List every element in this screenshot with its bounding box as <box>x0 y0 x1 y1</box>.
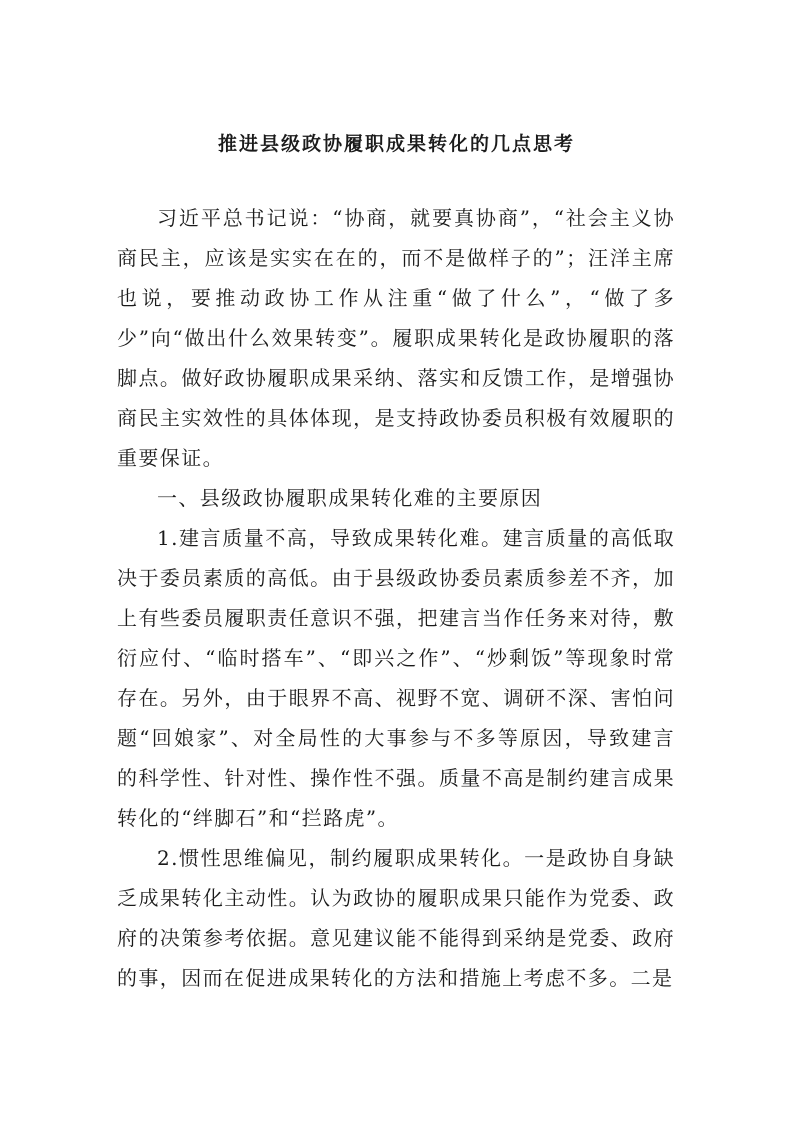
section-heading: 一、县级政协履职成果转化难的主要原因 <box>157 486 543 510</box>
document-title: 推进县级政协履职成果转化的几点思考 <box>217 133 575 155</box>
paragraph-intro: 习近平总书记说：“协商，就要真协商”，“社会主义协商民主，应该是实实在在的，而不是做样子的”；汪洋主席也说，要推动政协工作从注重“做了什么”，“做了多少”向“做出什么效果转变”。履职成果转化是政协履职的落脚点。做好政协履职成果采纳、落实和反馈工作，是增强协商民主实效性的具体体现，是支持政协委员积极有效履职的重要保证。 <box>117 206 675 470</box>
document-body <box>117 198 675 998</box>
paragraph-point-2: 2.惯性思维偏见，制约履职成果转化。一是政协自身缺乏成果转化主动性。认为政协的履职成果只能作为党委、政府的决策参考依据。意见建议能不能得到采纳是党委、政府的事，因而在促进成果转化的方法和措施上考虑不多。二是 <box>117 846 675 990</box>
paragraph-point-1: 1.建言质量不高，导致成果转化难。建言质量的高低取决于委员素质的高低。由于县级政协委员素质参差不齐，加上有些委员履职责任意识不强，把建言当作任务来对待，敷衍应付、“临时搭车”、“即兴之作”、“炒剩饭”等现象时常存在。另外，由于眼界不高、视野不宽、调研不深、害怕问题“回娘家”、对全局性的大事参与不多等原因，导致建言的科学性、针对性、操作性不强。质量不高是制约建言成果转化的“绊脚石”和“拦路虎”。 <box>117 526 675 830</box>
